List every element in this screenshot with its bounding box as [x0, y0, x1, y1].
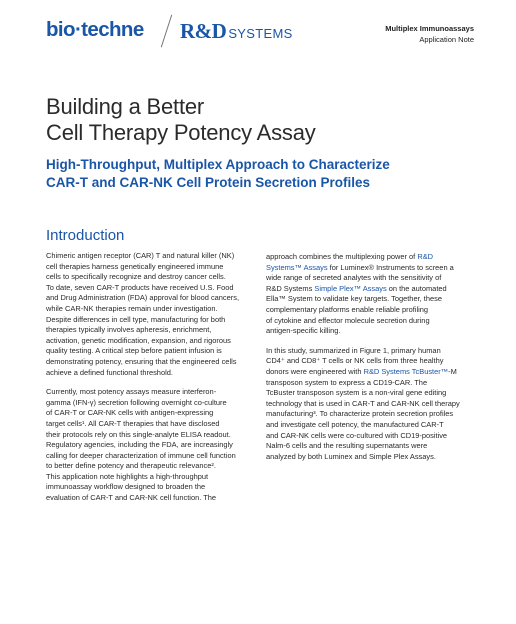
tcbuster-link[interactable]: R&D Systems TcBuster™: [363, 366, 449, 376]
paragraph: [46, 251, 258, 378]
text-line: antigen-specific killing.: [266, 326, 341, 336]
text-line: Ella™ System to validate key targets. Together, these: [266, 294, 442, 304]
logo-separator: [161, 15, 172, 48]
text-line: therapies typically involves apheresis, enrichment,: [46, 325, 212, 335]
text-line: In this study, summarized in Figure 1, primary human: [266, 345, 441, 355]
text-line: analyzed by both Luminex and Simple Plex Assays.: [266, 451, 436, 461]
text-line: [266, 252, 478, 263]
doc-category: Multiplex Immunoassays: [385, 24, 474, 33]
section-heading-introduction: Introduction: [46, 227, 125, 244]
text-line: To date, seven CAR-T products have received U.S. Food: [46, 282, 234, 292]
text-line: and CAR-NK cells were co-cultured with CD19-positive: [266, 430, 448, 440]
text-line: immunoassay workflow designed to broaden the: [46, 482, 206, 492]
rd-link[interactable]: R&D: [417, 252, 434, 261]
text-run: for Luminex® Instruments to screen a: [327, 262, 454, 272]
text-line: achieve a defined functional threshold.: [46, 367, 173, 377]
rd-logo-text: R&D: [180, 19, 227, 43]
text-line: Nalm-6 cells and the resulting supernatants were: [266, 441, 428, 451]
right-column: [266, 252, 478, 471]
text-line: [266, 367, 478, 378]
document-type-label: [385, 23, 474, 45]
text-line: their protocols rely on this single-analyte ELISA readout.: [46, 429, 231, 439]
biotechne-logo: bio·techne: [46, 18, 144, 41]
text-line: of cytokine and effector molecule secretion during: [266, 315, 430, 325]
simple-plex-assays-link[interactable]: Simple Plex™ Assays: [314, 283, 387, 293]
text-line: evaluation of CAR-T and CAR-NK cell function. The: [46, 493, 217, 503]
rd-systems-logo: [180, 19, 293, 44]
text-run: approach combines the multiplexing power of: [266, 252, 418, 261]
text-line: while CAR-NK therapies remain under investigation.: [46, 303, 218, 313]
text-line: Despite differences in cell type, manufacturing for both: [46, 314, 226, 324]
title-line: Cell Therapy Potency Assay: [46, 120, 316, 145]
text-line: of CAR-T or CAR-NK cells with antigen-expressing: [46, 408, 214, 418]
text-line: manufacturing³. To characterize protein secretion profiles: [266, 409, 454, 419]
text-run: -M: [448, 366, 457, 376]
rd-systems-assays-link[interactable]: Systems™ Assays: [266, 262, 328, 272]
subtitle-line: High-Throughput, Multiplex Approach to Characterize: [46, 157, 390, 172]
systems-logo-text: SYSTEMS: [228, 26, 293, 41]
text-line: cell therapies harness genetically engineered immune: [46, 261, 224, 271]
text-line: demonstrating potency, ensuring that the engineered cells: [46, 356, 237, 366]
text-line: [266, 263, 478, 274]
text-line: This application note highlights a high-throughput: [46, 471, 209, 481]
text-run: donors were engineered with: [266, 366, 364, 376]
paragraph: [266, 252, 478, 337]
text-line: wide range of secreted analytes with the sensitivity of: [266, 273, 442, 283]
text-line: to better define potency and therapeutic relevance².: [46, 461, 216, 471]
text-line: Regulatory agencies, including the FDA, are increasingly: [46, 440, 233, 450]
document-header: [46, 14, 474, 50]
text-line: calling for deeper characterization of immune cell function: [46, 450, 236, 460]
text-line: [266, 284, 478, 295]
doc-type: Application Note: [419, 35, 474, 44]
title-line: Building a Better: [46, 94, 205, 119]
text-line: Currently, most potency assays measure interferon-: [46, 387, 217, 397]
text-line: target cells¹. All CAR-T therapies that have disclosed: [46, 418, 220, 428]
text-line: quality testing. A critical step before patient infusion is: [46, 346, 222, 356]
paragraph: [46, 387, 258, 504]
text-line: technology that is used in CAR-T and CAR-NK cell therapy: [266, 398, 460, 408]
left-column: [46, 251, 258, 513]
text-line: TcBuster transposon system is a non-viral gene editing: [266, 388, 447, 398]
paragraph: [266, 346, 478, 463]
text-line: and Drug Administration (FDA) approval for blood cancers,: [46, 293, 240, 303]
text-line: activation, genetic modification, expansion, and rigorous: [46, 335, 231, 345]
text-run: R&D Systems: [266, 283, 315, 293]
text-line: CD4⁺ and CD8⁺ T cells or NK cells from three healthy: [266, 356, 444, 366]
text-line: complementary platforms enable reliable profiling: [266, 304, 429, 314]
text-line: Chimeric antigen receptor (CAR) T and natural killer (NK): [46, 251, 235, 260]
text-line: and investigate cell potency, the manufactured CAR-T: [266, 419, 444, 429]
page-title: [46, 94, 486, 146]
text-line: gamma (IFN-γ) secretion following overnight co-culture: [46, 397, 227, 407]
text-line: transposon system to express a CD19-CAR. The: [266, 377, 428, 387]
text-line: cells to specifically recognize and destroy cancer cells.: [46, 272, 226, 282]
text-run: on the automated: [386, 283, 447, 293]
page-subtitle: [46, 156, 486, 192]
subtitle-line: CAR-T and CAR-NK Cell Protein Secretion Profiles: [46, 175, 371, 190]
